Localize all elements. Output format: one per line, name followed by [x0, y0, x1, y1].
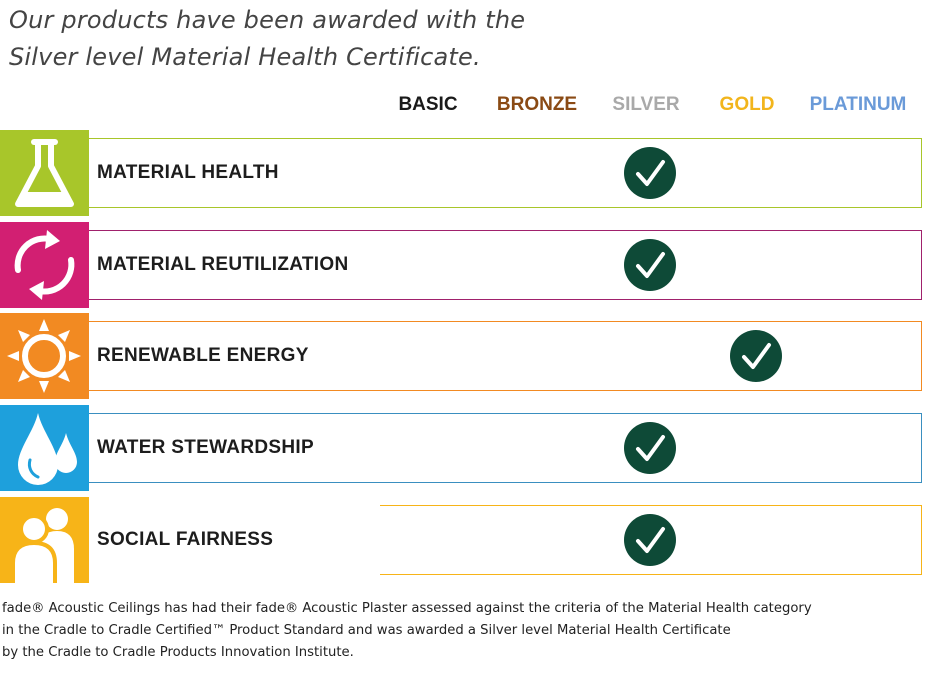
people-icon: [0, 497, 89, 583]
headline-line-2: Silver level Material Health Certificate.: [9, 43, 481, 71]
category-row-water-stewardship: [0, 405, 926, 491]
category-label: RENEWABLE ENERGY: [97, 345, 309, 366]
category-row-material-health: [0, 130, 926, 216]
category-row-renewable-energy: [0, 313, 926, 399]
recycle-arrows-icon: [0, 222, 89, 308]
check-icon: [624, 422, 676, 474]
footnote-line-3: by the Cradle to Cradle Products Innovation Institute.: [2, 645, 354, 660]
category-row-material-reutilization: [0, 222, 926, 308]
check-icon: [624, 147, 676, 199]
footnote-line-2: in the Cradle to Cradle Certified™ Product Standard and was awarded a Silver level Material Health Certificate: [2, 623, 731, 638]
flask-icon: [0, 130, 89, 216]
check-icon: [624, 514, 676, 566]
check-icon: [624, 239, 676, 291]
sun-icon: [0, 313, 89, 399]
level-silver: SILVER: [612, 94, 680, 115]
category-label: MATERIAL HEALTH: [97, 162, 279, 183]
category-label: MATERIAL REUTILIZATION: [97, 254, 349, 275]
check-icon: [730, 330, 782, 382]
headline: [9, 2, 609, 76]
headline-line-1: Our products have been awarded with the: [9, 6, 526, 34]
water-drops-icon: [0, 405, 89, 491]
level-platinum: PLATINUM: [809, 94, 907, 115]
footnote: [2, 598, 926, 664]
category-label: SOCIAL FAIRNESS: [97, 529, 274, 550]
category-label: WATER STEWARDSHIP: [97, 437, 314, 458]
category-row-social-fairness: [0, 497, 926, 583]
level-bronze: BRONZE: [496, 94, 578, 115]
footnote-line-1: fade® Acoustic Ceilings has had their fade® Acoustic Plaster assessed against the criteria of the Material Health category: [2, 601, 812, 616]
level-gold: GOLD: [719, 94, 775, 115]
level-basic: BASIC: [398, 94, 458, 115]
